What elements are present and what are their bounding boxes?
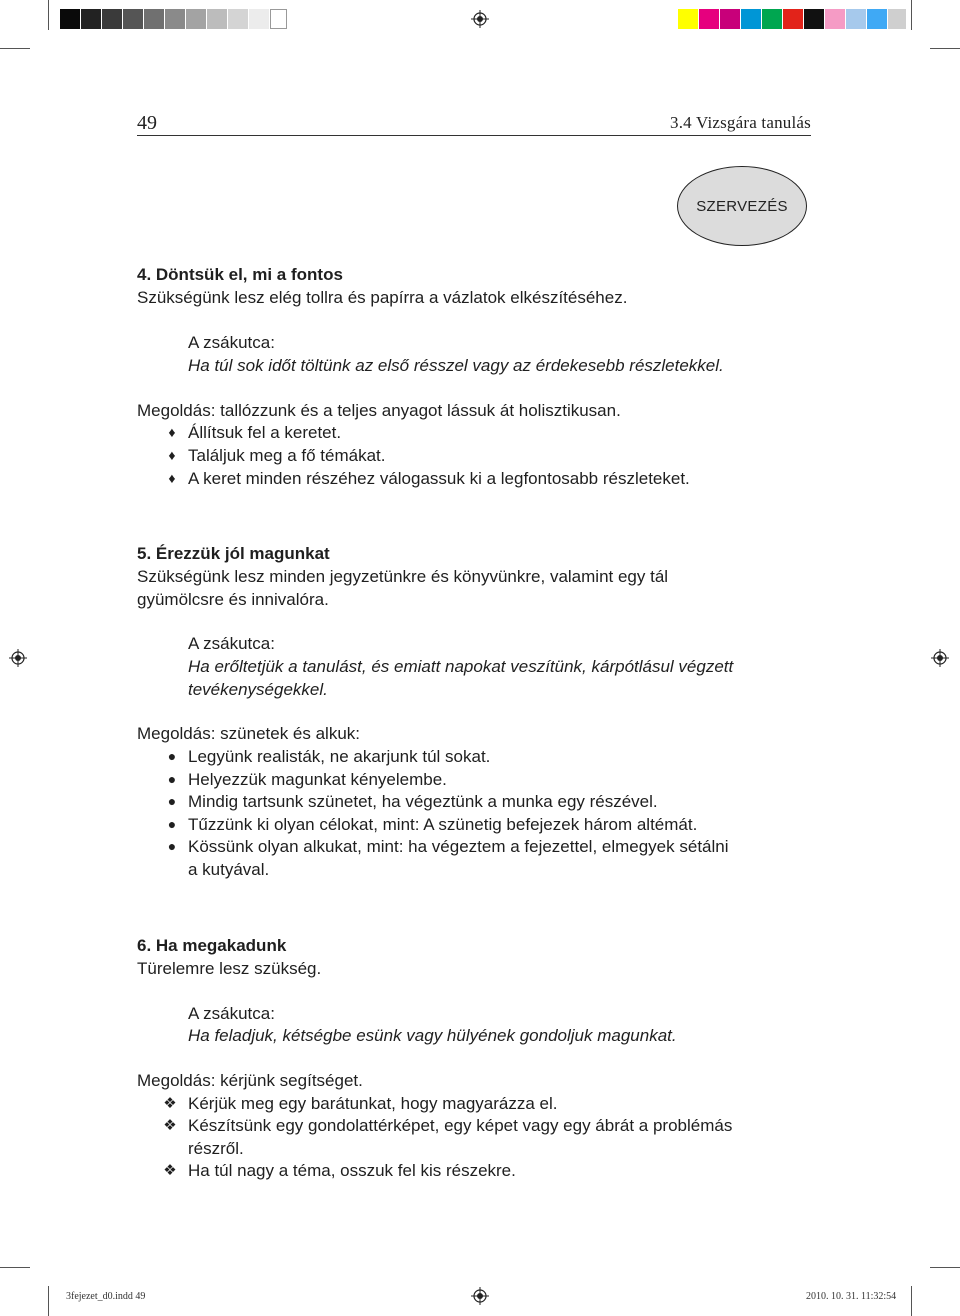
solution-text: Megoldás: tallózzunk és a teljes anyagot lássuk át holisztikusan. [137,401,621,420]
color-swatch [804,9,824,29]
swatch [165,9,185,29]
pitfall-text: Ha erőltetjük a tanulást, és emiatt napokat veszítünk, kárpótlásul végzett [188,657,734,676]
section-intro: Türelemre lesz szükség. [137,959,322,978]
four-diamond-icon: ❖ [163,1095,177,1112]
crosshair-icon [471,1287,489,1305]
swatch [81,9,101,29]
list-item: Helyezzük magunkat kényelembe. [188,770,447,789]
four-diamond-icon: ❖ [163,1117,177,1134]
section-title: 5. Érezzük jól magunkat [137,544,330,563]
swatch [186,9,206,29]
dot-icon: ● [167,793,177,809]
pitfall-label: A zsákutca: [188,333,275,352]
pitfall-label: A zsákutca: [188,1004,275,1023]
pitfall-text: Ha túl sok időt töltünk az első résszel vagy az érdekesebb részletekkel. [188,356,724,375]
dot-icon: ● [167,838,177,854]
list-item-continuation: a kutyával. [188,860,270,879]
swatch [60,9,80,29]
crop-mark [48,0,49,30]
color-swatch [699,9,719,29]
swatch [270,9,287,29]
swatch [123,9,143,29]
dot-icon: ● [167,771,177,787]
solution-text: Megoldás: kérjünk segítséget. [137,1071,363,1090]
section-title: 4. Döntsük el, mi a fontos [137,265,343,284]
crop-mark [0,1267,30,1268]
running-head: 3.4 Vizsgára tanulás [670,113,811,132]
swatch [228,9,248,29]
diamond-icon: ♦ [168,424,176,440]
diamond-icon: ♦ [168,470,176,486]
color-swatch [741,9,761,29]
list-item: Készítsünk egy gondolattérképet, egy képet vagy egy ábrát a problémás [188,1116,733,1135]
section-title: 6. Ha megakadunk [137,936,287,955]
list-item: Találjuk meg a fő témákat. [188,446,386,465]
color-swatch [825,9,845,29]
crosshair-icon [471,10,489,28]
list-item: Kössünk olyan alkukat, mint: ha végeztem a fejezettel, elmegyek sétálni [188,837,729,856]
page-number: 49 [137,112,157,134]
crop-mark [911,0,912,30]
swatch [249,9,269,29]
list-item: Kérjük meg egy barátunkat, hogy magyarázza el. [188,1094,558,1113]
dot-icon: ● [167,816,177,832]
color-swatch [720,9,740,29]
list-item-continuation: részről. [188,1139,244,1158]
dot-icon: ● [167,748,177,764]
slug-date: 2010. 10. 31. 11:32:54 [806,1291,897,1302]
crosshair-icon [9,649,27,667]
color-swatch [846,9,866,29]
color-swatch [783,9,803,29]
crop-mark [930,1267,960,1268]
color-swatch [678,9,698,29]
crop-mark [911,1286,912,1316]
section-intro: Szükségünk lesz minden jegyzetünkre és könyvünkre, valamint egy tál [137,567,669,586]
swatch [102,9,122,29]
crop-mark [930,48,960,49]
color-swatch [762,9,782,29]
four-diamond-icon: ❖ [163,1162,177,1179]
list-item: Tűzzünk ki olyan célokat, mint: A szünetig befejezek három altémát. [188,815,698,834]
list-item: A keret minden részéhez válogassuk ki a legfontosabb részleteket. [188,469,690,488]
list-item: Legyünk realisták, ne akarjunk túl sokat. [188,747,491,766]
pitfall-label: A zsákutca: [188,634,275,653]
pitfall-text: tevékenységekkel. [188,680,328,699]
section-badge: SZERVEZÉS [677,166,807,246]
header-rule [137,135,811,136]
diamond-icon: ♦ [168,447,176,463]
crop-mark [0,48,30,49]
crop-mark [48,1286,49,1316]
color-swatch [888,9,906,29]
solution-text: Megoldás: szünetek és alkuk: [137,724,361,743]
slug-file: 3fejezet_d0.indd 49 [66,1291,146,1302]
list-item: Mindig tartsunk szünetet, ha végeztünk a munka egy részével. [188,792,658,811]
color-swatch [867,9,887,29]
section-intro: Szükségünk lesz elég tollra és papírra a vázlatok elkészítéséhez. [137,288,628,307]
crosshair-icon [931,649,949,667]
swatch [144,9,164,29]
section-intro: gyümölcsre és innivalóra. [137,590,329,609]
list-item: Állítsuk fel a keretet. [188,423,342,442]
swatch [207,9,227,29]
pitfall-text: Ha feladjuk, kétségbe esünk vagy hülyének gondoljuk magunkat. [188,1026,677,1045]
list-item: Ha túl nagy a téma, osszuk fel kis részekre. [188,1161,516,1180]
